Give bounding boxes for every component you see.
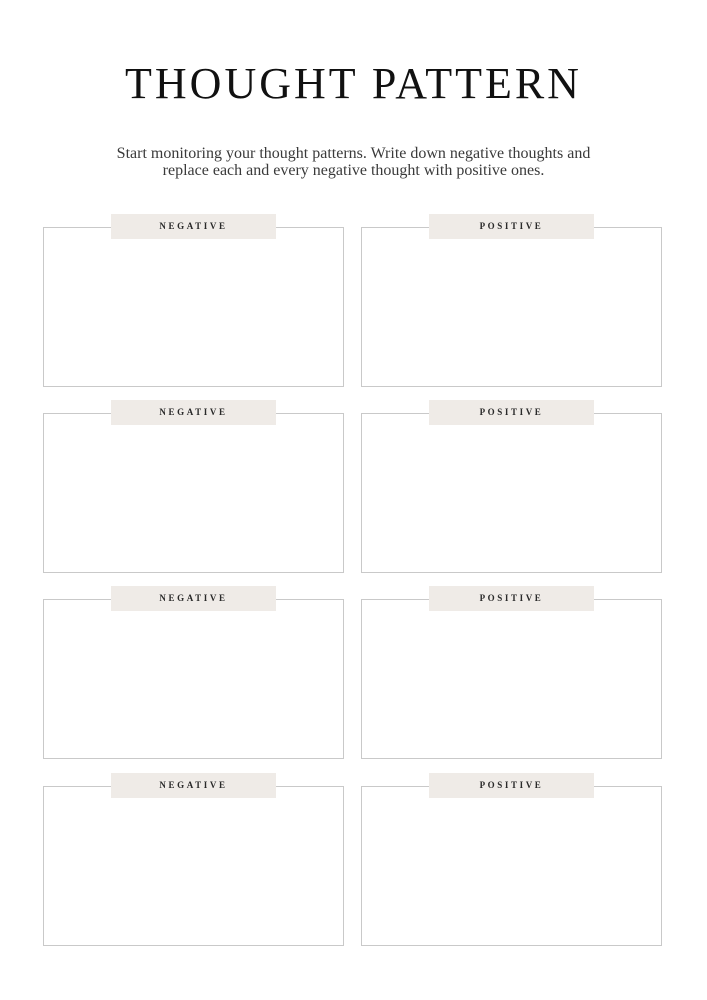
positive-card-4 <box>361 773 662 935</box>
positive-label-3: POSITIVE <box>429 586 594 611</box>
positive-writing-area-4[interactable] <box>361 786 662 946</box>
page-instructions <box>60 145 647 179</box>
positive-card-2 <box>361 400 662 562</box>
page-title: THOUGHT PATTERN <box>125 59 582 108</box>
negative-card-4 <box>43 773 344 935</box>
positive-label-4: POSITIVE <box>429 773 594 798</box>
negative-card-1 <box>43 214 344 376</box>
positive-label-1: POSITIVE <box>429 214 594 239</box>
thought-grid <box>43 214 664 948</box>
negative-label-2: NEGATIVE <box>111 400 276 425</box>
positive-card-1 <box>361 214 662 376</box>
negative-label-1: NEGATIVE <box>111 214 276 239</box>
negative-label-4: NEGATIVE <box>111 773 276 798</box>
positive-card-3 <box>361 586 662 748</box>
instructions-line-1: Start monitoring your thought patterns. Write down negative thoughts and <box>116 145 591 162</box>
positive-writing-area-2[interactable] <box>361 413 662 573</box>
positive-writing-area-1[interactable] <box>361 227 662 387</box>
negative-label-3: NEGATIVE <box>111 586 276 611</box>
negative-writing-area-2[interactable] <box>43 413 344 573</box>
negative-writing-area-4[interactable] <box>43 786 344 946</box>
negative-card-2 <box>43 400 344 562</box>
negative-card-3 <box>43 586 344 748</box>
negative-writing-area-1[interactable] <box>43 227 344 387</box>
positive-writing-area-3[interactable] <box>361 599 662 759</box>
positive-label-2: POSITIVE <box>429 400 594 425</box>
negative-writing-area-3[interactable] <box>43 599 344 759</box>
instructions-line-2: replace each and every negative thought with positive ones. <box>162 162 545 179</box>
